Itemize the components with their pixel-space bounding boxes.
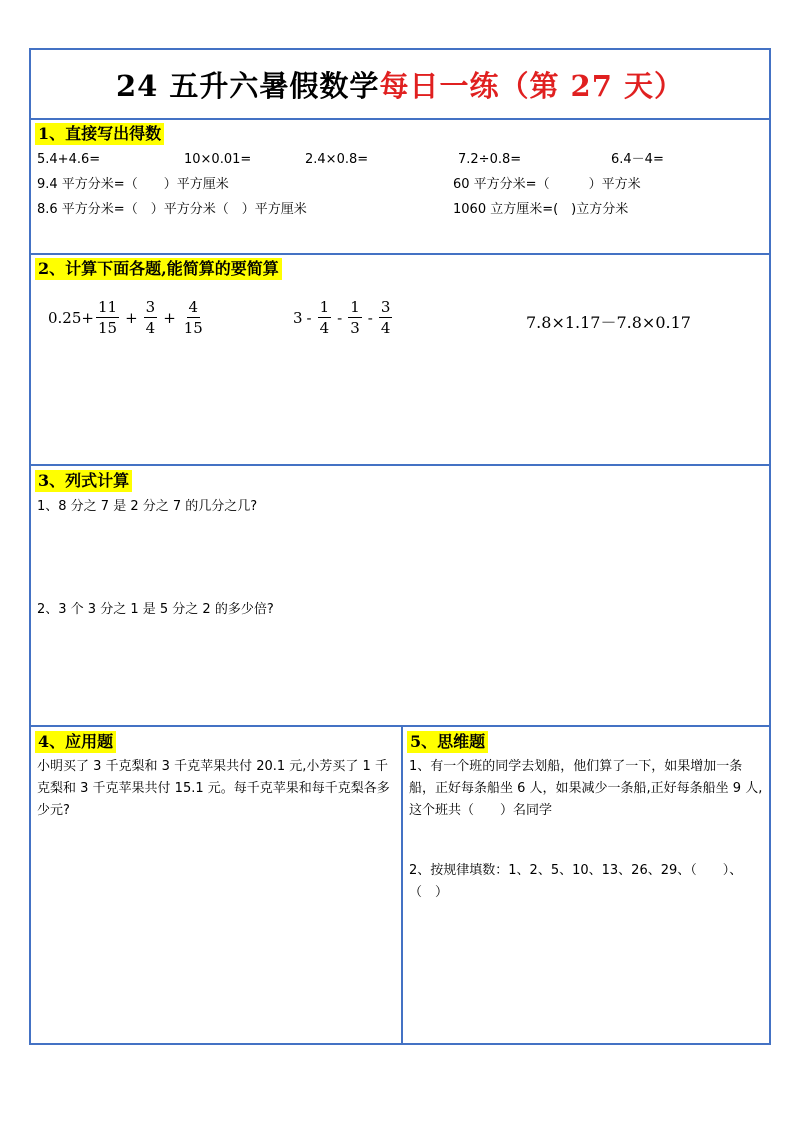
divider — [401, 725, 403, 1045]
fraction: $\frac{3}{4}$ — [145, 298, 156, 337]
thinking-question-2: 2、按规律填数：1、2、5、10、13、26、29、（ ）、（ ） — [409, 863, 743, 900]
conversion-item: 60 平方分米=（ ）平方米 — [453, 177, 641, 192]
fraction: $\frac{1}{3}$ — [350, 298, 360, 337]
fraction: $\frac{11}{15}$ — [97, 298, 118, 337]
conversion-item: 1060 立方厘米=( )立方分米 — [453, 202, 629, 217]
title-prefix: 24 五升六暑假数学 — [115, 68, 380, 103]
calc-item: 2.4×0.8= — [305, 152, 369, 167]
title-highlight: 每日一练（第 27 天） — [379, 68, 684, 103]
fraction: $\frac{3}{4}$ — [380, 298, 391, 337]
calc-item: 6.4－4= — [611, 152, 664, 167]
question-1: 1、8 分之 7 是 2 分之 7 的几分之几? — [37, 499, 258, 514]
expression-2: 3 - $\frac{1}{4}$ - $\frac{1}{3}$ - $\frac{3}{4}$ — [293, 298, 391, 337]
divider — [31, 464, 769, 466]
word-problem: 小明买了 3 千克梨和 3 千克苹果共付 20.1 元,小芳买了 1 千克梨和 3 千克苹果共付 15.1 元。每千克苹果和每千克梨各多少元? — [37, 759, 390, 818]
page-title — [31, 50, 769, 118]
section-1-title: 1、直接写出得数 — [35, 123, 164, 145]
worksheet-frame — [29, 48, 771, 1045]
calc-item: 10×0.01= — [184, 152, 252, 167]
question-2: 2、3 个 3 分之 1 是 5 分之 2 的多少倍? — [37, 602, 274, 617]
section-4-title: 4、应用题 — [35, 731, 116, 753]
conversion-item: 9.4 平方分米=（ ）平方厘米 — [37, 177, 229, 192]
fraction: $\frac{1}{4}$ — [319, 298, 330, 337]
section-3-title: 3、列式计算 — [35, 470, 132, 492]
divider — [31, 253, 769, 255]
calc-item: 5.4+4.6= — [37, 152, 101, 167]
expression-3: 7.8×1.17－7.8×0.17 — [526, 313, 691, 332]
section-2-title: 2、计算下面各题,能简算的要简算 — [35, 258, 282, 280]
fraction: $\frac{4}{15}$ — [183, 298, 203, 337]
divider — [31, 725, 769, 727]
divider — [31, 118, 769, 120]
expression-1: 0.25+ $\frac{11}{15}$ + $\frac{3}{4}$ + $\frac{4}{15}$ — [48, 298, 203, 337]
expr-lead: 3 — [293, 308, 303, 327]
section-5-title: 5、思维题 — [407, 731, 488, 753]
calc-item: 7.2÷0.8= — [458, 152, 522, 167]
conversion-item: 8.6 平方分米=（ ）平方分米（ ）平方厘米 — [37, 202, 307, 217]
thinking-question-1: 1、有一个班的同学去划船，他们算了一下，如果增加一条船，正好每条船坐 6 人，如果减少一条船,正好每条船坐 9 人,这个班共（ ）名同学 — [409, 759, 763, 818]
expr-lead: 0.25+ — [48, 308, 94, 327]
